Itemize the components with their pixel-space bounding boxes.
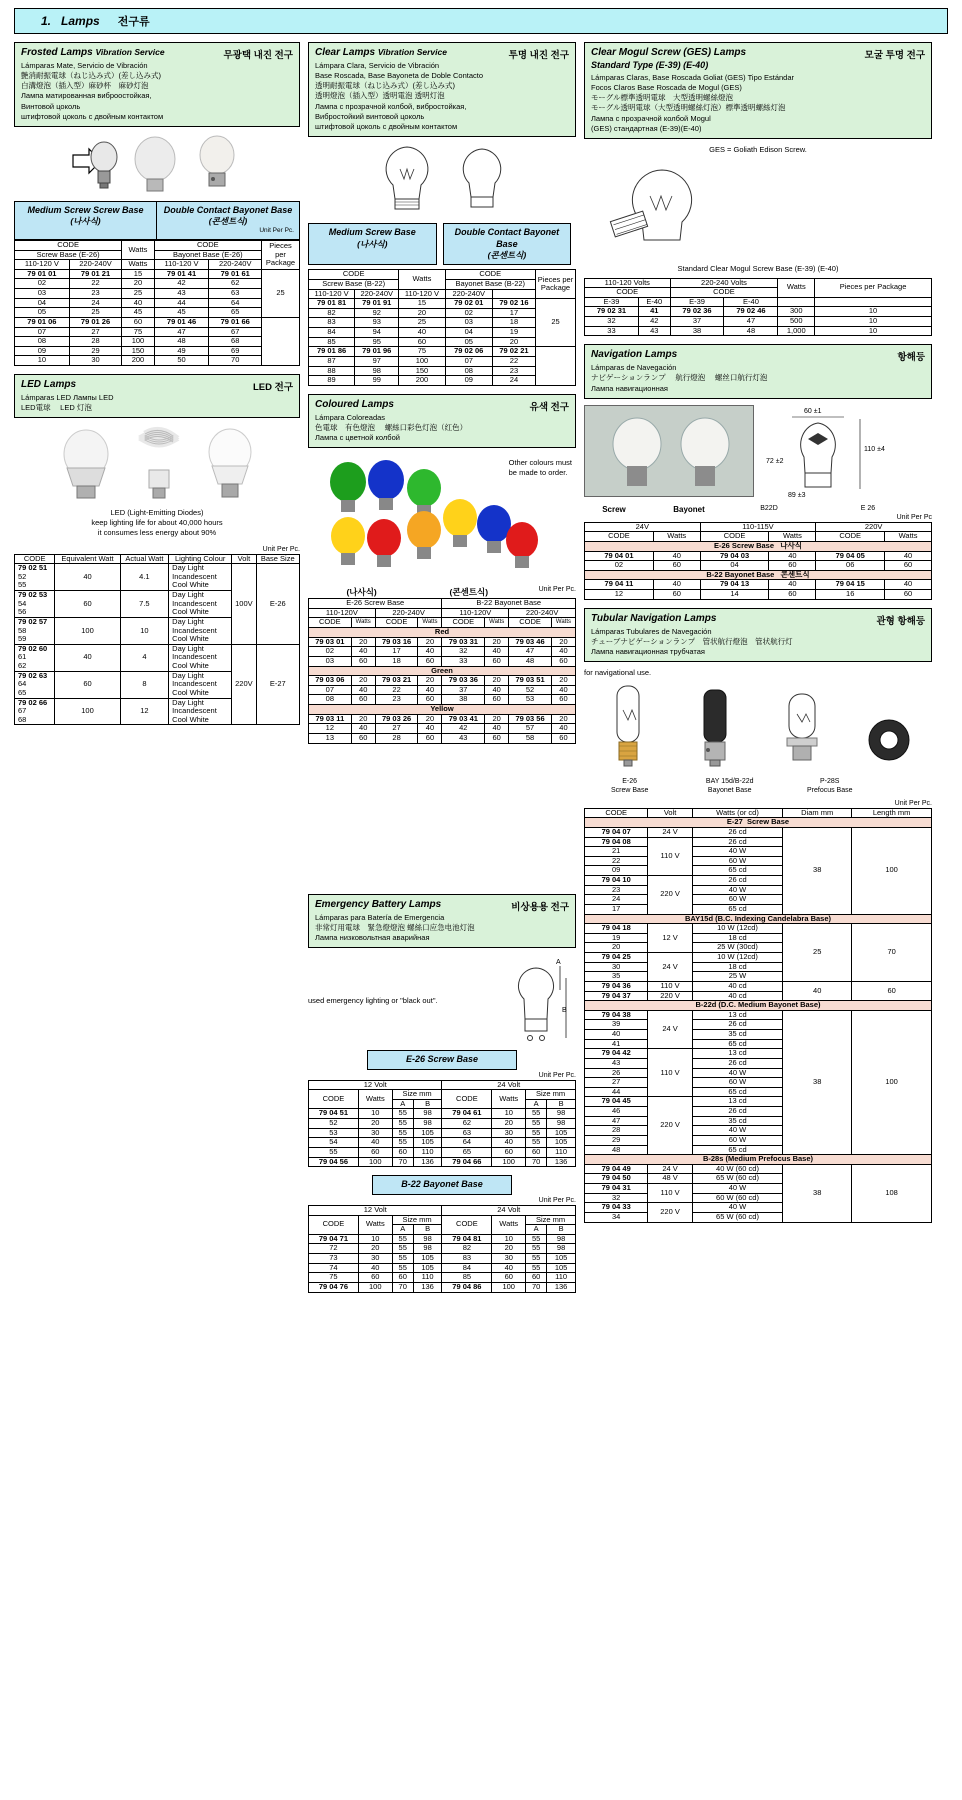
double-base-korean: (콘센트식) xyxy=(208,216,248,227)
frosted-line: штифтовой цоколь с двойным контактом xyxy=(21,111,164,121)
th-110-120v: 110-120 V xyxy=(154,260,209,270)
clear-line: 透明耐振電球（ねじ込み式）(差し込み式) xyxy=(315,81,455,91)
table-row: 79 04 18 12 V 10 W (12cd) 25 70 xyxy=(585,924,932,934)
table-row: 83 93 25 03 18 xyxy=(309,318,576,328)
table-row: 79 03 01 20 79 03 16 20 79 03 31 20 79 03 46 20 xyxy=(309,637,576,647)
table-row: 23 40 W xyxy=(585,885,932,895)
table-row: 22 60 W xyxy=(585,856,932,866)
svg-text:A: A xyxy=(556,958,561,966)
table-row: 30 18 cd xyxy=(585,962,932,972)
tubular-lines xyxy=(591,627,925,657)
table-row: 82 92 20 02 17 xyxy=(309,308,576,318)
navigation-lamp-photo xyxy=(584,405,754,497)
th-110-120-volts: 110-120 Volts xyxy=(585,278,671,288)
table-row: 79 04 08 110 V 26 cd xyxy=(585,837,932,847)
mogul-lines xyxy=(591,73,925,134)
emergency-b22-label: B-22 Bayonet Base xyxy=(372,1175,511,1195)
table-row: 54 40 55 105 64 40 55 105 xyxy=(309,1138,576,1148)
clear-line: Lámpara Clara, Servicio de Vibración xyxy=(315,61,440,70)
medium-base-title: Medium Screw Screw Base xyxy=(27,204,144,215)
mogul-line: Focos Claros Base Roscada de Mogul (GES) xyxy=(591,83,742,93)
emergency-title: Emergency Battery Lamps xyxy=(315,898,442,910)
table-row: 79 04 71 10 55 98 79 04 81 10 55 98 xyxy=(309,1234,576,1244)
th-code: CODE xyxy=(15,240,122,250)
table-row: 79 02 60 61 62 40 4 Day Light Incandescent Cool White 220V E-27 xyxy=(15,644,300,671)
table-row: 79 02 57 58 59 100 10 Day Light Incandescent Cool White xyxy=(15,617,300,644)
table-row: 79 04 51 10 55 98 79 04 61 10 55 98 xyxy=(309,1109,576,1119)
th-12-volt: 12 Volt xyxy=(309,1080,442,1090)
mogul-base-caption: Standard Clear Mogul Screw Base (E-39) (E-40) xyxy=(677,263,839,273)
medium-base-korean: (나사식) xyxy=(70,216,101,227)
navigation-title: Navigation Lamps xyxy=(591,349,678,361)
table-row: 10 30 200 50 70 xyxy=(15,356,300,366)
led-note-line: it consumes less energy about 90% xyxy=(97,527,217,537)
led-line: LED電球 LED 灯泡 xyxy=(21,403,92,413)
tubular-base-label-p28s: P-28S Prefocus Base xyxy=(806,778,853,794)
coloured-lamps-description xyxy=(308,394,576,448)
table-row: 79 03 06 20 79 03 21 20 79 03 36 20 79 03 51 20 xyxy=(309,676,576,686)
navigation-dimension-drawing xyxy=(764,405,932,501)
clear-double-korean: (콘센트식) xyxy=(487,250,527,261)
frosted-bulb-icon xyxy=(127,133,183,195)
navigation-lamps-table: 24V 110-115V 220V CODE Watts CODE Watts CODE Watts E-26 Screw Base 나사식 79 04 01 40 79 04 03 40 79 04 05 40 02 60 04 60 06 60 B-22 Bayonet Base 콘센트식 79 04 11 40 79 04 13 40 79 04 15 40 12 60 14 60 16 60 xyxy=(584,522,932,600)
table-row: 75 60 60 110 85 60 60 110 xyxy=(309,1273,576,1283)
emergency-unit-per-pc-1: Unit Per Pc. xyxy=(538,1071,576,1079)
mogul-title: Clear Mogul Screw (GES) Lamps xyxy=(591,47,747,58)
th-24v: 24V xyxy=(585,522,701,532)
coloured-unit-per-pc: Unit Per Pc. xyxy=(538,586,576,594)
mogul-subtitle: Standard Type (E-39) (E-40) xyxy=(591,60,709,70)
th-220-240-volts: 220-240 Volts xyxy=(670,278,778,288)
navigation-line: Lámparas de Navegación xyxy=(591,363,677,373)
clear-lamps-description xyxy=(308,42,576,137)
tubular-lamps-description xyxy=(584,608,932,662)
coloured-screw-korean: (나사식) xyxy=(346,587,377,598)
table-row: 03 23 25 43 63 xyxy=(15,289,300,299)
table-row: 34 65 W (60 cd) xyxy=(585,1212,932,1222)
emergency-lines xyxy=(315,913,569,943)
table-row: 32 42 37 47 500 10 xyxy=(585,317,932,327)
emergency-b22-table: 12 Volt 24 Volt CODE Watts Size mm CODE Watts Size mm A B A B 79 04 71 10 55 98 79 04 81 10 55 98 72 20 55 98 82 20 55 98 73 30 55 105 83 30 55 105 74 40 55 105 84 40 55 105 75 60 60 110 85 60 60 110 79 04 76 100 70 136 79 04 86 100 70 136 xyxy=(308,1205,576,1293)
navigation-bayonet-label: Bayonet xyxy=(673,504,705,514)
table-row: 53 30 55 105 63 30 55 105 xyxy=(309,1128,576,1138)
th-220v: 220V xyxy=(816,522,932,532)
table-row: 79 01 86 79 01 96 75 79 02 06 79 02 21 xyxy=(309,347,576,357)
dim-72: 72 ±2 xyxy=(766,457,784,465)
clear-line: 透明燈泡（插入型）透明電泡 透明灯泡 xyxy=(315,91,445,101)
group-header-green: Green xyxy=(309,666,576,676)
spiral-cfl-icon xyxy=(131,424,187,502)
tubular-unit-per-pc: Unit Per Pc. xyxy=(894,799,932,807)
led-bulb-white-icon xyxy=(201,424,259,502)
table-row: 21 40 W xyxy=(585,847,932,857)
tubular-screw-lamp-icon xyxy=(599,680,657,776)
table-row: 79 04 10 220 V 26 cd xyxy=(585,876,932,886)
group-b22d: B-22d (D.C. Medium Bayonet Base) xyxy=(585,1001,932,1011)
table-row: 79 04 37 220 V 40 cd xyxy=(585,991,932,1001)
clear-subtitle: Vibration Service xyxy=(377,47,447,57)
table-row: 79 02 66 67 68 100 12 Day Light Incandescent Cool White xyxy=(15,698,300,725)
double-base-title: Double Contact Bayonet Base xyxy=(163,204,293,215)
tubular-bayonet-lamp-icon xyxy=(686,680,744,776)
led-note xyxy=(14,508,300,537)
table-row: 79 04 50 48 V 65 W (60 cd) xyxy=(585,1174,932,1184)
th-110-115v: 110-115V xyxy=(700,522,816,532)
table-row: 74 40 55 105 84 40 55 105 xyxy=(309,1263,576,1273)
frosted-double-contact-base-label xyxy=(157,201,300,240)
ges-note: GES = Goliath Edison Screw. xyxy=(709,144,807,154)
frosted-medium-screw-base-label xyxy=(14,201,157,240)
nav-b22-group: B-22 Bayonet Base 콘센트식 xyxy=(585,570,932,580)
page-columns xyxy=(14,42,948,1293)
table-row: 79 04 38 24 V 13 cd 38 100 xyxy=(585,1010,932,1020)
tubular-base-label-e26: E-26 Screw Base xyxy=(610,778,649,794)
coloured-line: Лампа с цветной колбой xyxy=(315,433,400,443)
table-row: 13 60 28 60 43 60 58 60 xyxy=(309,733,576,743)
table-row: 79 02 31 41 79 02 36 79 02 46 300 10 xyxy=(585,307,932,317)
led-lamps-description xyxy=(14,374,300,418)
navigation-line: ナビゲーションランプ 航行燈泡 螺丝口航行灯泡 xyxy=(591,373,768,383)
navigation-illustrations xyxy=(584,405,932,501)
table-row: 12 60 14 60 16 60 xyxy=(585,590,932,600)
group-bay15d: BAY15d (B.C. Indexing Candelabra Base) xyxy=(585,914,932,924)
frosted-lamps-description xyxy=(14,42,300,127)
mogul-line: モーグル標準透明電球 大型透明螺絲燈泡 xyxy=(591,93,733,103)
navigation-line: Лампа навигационная xyxy=(591,383,668,393)
bayonet-bulb-icon xyxy=(191,133,243,195)
table-row: 32 60 W (60 cd) xyxy=(585,1193,932,1203)
section-title: Lamps xyxy=(61,14,100,28)
frosted-lines xyxy=(21,61,293,122)
table-row: 85 95 60 05 20 xyxy=(309,337,576,347)
table-row: 79 04 36 110 V 40 cd 40 60 xyxy=(585,981,932,991)
th-code: CODE xyxy=(15,554,55,564)
svg-text:B: B xyxy=(562,1006,567,1014)
table-row: 72 20 55 98 82 20 55 98 xyxy=(309,1244,576,1254)
tubular-line: Лампа навигационная трубчатая xyxy=(591,646,705,656)
group-b28s: B-28s (Medium Prefocus Base) xyxy=(585,1155,932,1165)
th-actual-watt: Actual Watt xyxy=(120,554,169,564)
coloured-lamp-illustrations xyxy=(308,454,576,584)
nav-e26-group: E-26 Screw Base 나사식 xyxy=(585,541,932,551)
tubular-title: Tubular Navigation Lamps xyxy=(591,612,717,624)
tubular-illustrations xyxy=(584,680,932,776)
navigation-lines xyxy=(591,363,925,393)
frosted-line: Винтовой цоколь xyxy=(21,101,81,111)
dim-60: 60 ±1 xyxy=(804,407,822,415)
table-row: 48 65 cd xyxy=(585,1145,932,1155)
table-row: 08 60 23 60 38 60 53 60 xyxy=(309,695,576,705)
clear-lamp-illustrations xyxy=(308,143,576,217)
th-b22-bayonet-base: B-22 Bayonet Base xyxy=(442,599,576,609)
table-row: 87 97 100 07 22 xyxy=(309,356,576,366)
table-row: 28 40 W xyxy=(585,1126,932,1136)
table-row: 33 43 38 48 1,000 10 xyxy=(585,326,932,336)
arrow-and-screw-bulb-icon xyxy=(71,133,119,195)
table-row: 88 98 150 08 23 xyxy=(309,366,576,376)
table-row: 89 99 200 09 24 xyxy=(309,376,576,386)
th-screw-base: Screw Base (E-26) xyxy=(15,250,122,260)
coloured-lamps-table: E-26 Screw Base B-22 Bayonet Base 110-120V 220-240V 110-120V 220-240V CODE Watts CODE Watts CODE Watts CODE Watts Red 79 03 01 20 79 03 16 20 79 03 31 20 79 03 46 20 02 40 17 40 32 40 47 40 03 60 18 60 33 60 48 60 Green 79 03 06 20 79 03 21 20 79 03 36 20 79 03 51 20 07 40 22 40 37 40 52 40 08 60 23 60 38 60 53 60 Yellow 79 03 11 20 79 03 26 20 79 03 41 20 79 03 56 20 12 40 27 40 42 40 57 40 13 60 28 60 43 60 58 60 xyxy=(308,598,576,743)
section-title-korean: 전구류 xyxy=(117,16,150,28)
clear-lamps-table: CODE Watts CODE Pieces per Package Screw Base (B-22) Bayonet Base (B-22) 110-120 V 220-240V 110-120 V 220-240V 79 01 81 79 01 91 15 79 02 01 79 02 16 25 82 92 20 02 17 83 93 25 03 18 84 94 40 04 19 85 95 60 05 20 79 01 86 79 01 96 75 79 02 06 79 02 21 87 97 100 07 22 88 98 150 08 23 89 99 200 09 24 xyxy=(308,269,576,386)
emergency-unit-per-pc-2: Unit Per Pc. xyxy=(538,1196,576,1204)
led-bulb-icon xyxy=(55,424,117,502)
table-row: 79 04 11 40 79 04 13 40 79 04 15 40 xyxy=(585,580,932,590)
th-220-240v: 220-240V xyxy=(209,260,262,270)
table-row: 79 04 42 110 V 13 cd xyxy=(585,1049,932,1059)
th-code: CODE xyxy=(445,270,535,280)
clear-line: Лампа с прозрачной колбой, виброcтойкая, xyxy=(315,101,467,111)
mogul-lamps-description xyxy=(584,42,932,139)
table-row: 79 02 53 54 56 60 7.5 Day Light Incandescent Cool White xyxy=(15,591,300,618)
table-row: 73 30 55 105 83 30 55 105 xyxy=(309,1254,576,1264)
table-row: 20 25 W (30cd) xyxy=(585,943,932,953)
table-row: 55 60 60 110 65 60 60 110 xyxy=(309,1147,576,1157)
clear-line: Виброcтойкий винтовой цоколь xyxy=(315,111,425,121)
led-title: LED Lamps xyxy=(21,379,77,391)
table-row: 02 40 17 40 32 40 47 40 xyxy=(309,647,576,657)
dim-110: 110 ±4 xyxy=(864,445,885,453)
th-code: CODE xyxy=(154,240,261,250)
frosted-line: 艶消耐振電球（ねじ込み式）(差し込み式) xyxy=(21,71,161,81)
table-row: 02 22 20 42 62 xyxy=(15,279,300,289)
led-lamp-illustrations xyxy=(14,424,300,502)
table-row: 52 20 55 98 62 20 55 98 xyxy=(309,1119,576,1129)
coloured-title: Coloured Lamps xyxy=(315,398,394,410)
th-base-size: Base Size xyxy=(256,554,299,564)
th-code: CODE xyxy=(309,270,399,280)
coloured-other-colours-note: Other colours must be made to order. xyxy=(508,458,572,477)
th-e26-screw-base: E-26 Screw Base xyxy=(309,599,442,609)
table-row: 02 60 04 60 06 60 xyxy=(585,561,932,571)
prefocus-lamp-icon xyxy=(773,680,831,776)
led-lines xyxy=(21,393,293,413)
column-left xyxy=(14,42,300,725)
table-row: 40 35 cd xyxy=(585,1030,932,1040)
th-watts: Watts xyxy=(399,270,445,289)
table-row: 09 29 150 49 69 xyxy=(15,346,300,356)
emergency-note: used emergency lighting or "black out". xyxy=(308,995,438,1005)
clear-lines xyxy=(315,61,569,132)
clear-korean: 투명 내진 전구 xyxy=(508,50,569,61)
th-110-120v: 110-120 V xyxy=(15,260,70,270)
emergency-e26-label: E-26 Screw Base xyxy=(367,1050,517,1070)
group-header-yellow: Yellow xyxy=(309,705,576,715)
coloured-bayonet-korean: (콘센트식) xyxy=(449,587,489,598)
emergency-line: Lámparas para Batería de Emergencia xyxy=(315,912,445,922)
th-watts: Watts xyxy=(122,240,154,259)
emergency-bulb-dimension-icon xyxy=(496,958,576,1044)
table-row: 19 18 cd xyxy=(585,933,932,943)
table-row: 04 24 40 44 64 xyxy=(15,298,300,308)
table-row: 46 26 cd xyxy=(585,1107,932,1117)
emergency-e26-table: 12 Volt 24 Volt CODE Watts Size mm CODE Watts Size mm A B A B 79 04 51 10 55 98 79 04 61 10 55 98 52 20 55 98 62 20 55 98 53 30 55 105 63 30 55 105 54 40 55 105 64 40 55 105 55 60 60 110 65 60 60 110 79 04 56 100 70 136 79 04 66 100 70 136 xyxy=(308,1080,576,1168)
clear-medium-korean: (나사식) xyxy=(357,238,388,249)
tubular-line: Lámparas Tubulares de Navegación xyxy=(591,626,712,636)
th-pieces-per-package: Pieces per Package xyxy=(262,240,300,269)
pieces-value: 25 xyxy=(262,269,300,317)
clear-screw-bulb-icon xyxy=(370,143,444,217)
mogul-bulb-icon xyxy=(584,154,714,264)
table-row: 79 01 01 79 01 21 15 79 01 41 79 01 61 25 xyxy=(15,269,300,279)
table-row: 79 02 63 64 65 60 8 Day Light Incandescent Cool White xyxy=(15,671,300,698)
coloured-line: 色電球 有色燈泡 螺絲口彩色灯泡（红色） xyxy=(315,422,468,432)
frosted-korean: 무광택 내진 전구 xyxy=(223,50,293,61)
coloured-line: Lámpara Coloreadas xyxy=(315,412,386,422)
led-unit-per-pc: Unit Per Pc. xyxy=(262,545,300,553)
mogul-korean: 모굴 투명 전구 xyxy=(864,50,925,61)
table-row: 07 40 22 40 37 40 52 40 xyxy=(309,685,576,695)
tubular-base-label-bay15d: BAY 15d/B-22d Bayonet Base xyxy=(705,778,754,794)
led-note-line: LED (Light-Emitting Diodes) xyxy=(110,508,204,518)
th-220-240v: 220-240V xyxy=(69,260,122,270)
table-row: 07 27 75 47 67 xyxy=(15,327,300,337)
led-lamps-table xyxy=(14,554,300,726)
table-row: 05 25 45 45 65 xyxy=(15,308,300,318)
table-row: 27 60 W xyxy=(585,1078,932,1088)
group-e27: E-27 Screw Base xyxy=(585,818,932,828)
section-number: 1. xyxy=(41,14,52,28)
mogul-line: (GES) стандартная (E-39)(E-40) xyxy=(591,123,702,133)
led-note-line: keep lighting life for about 40,000 hours xyxy=(91,518,223,528)
mogul-line: Lámparas Claras, Base Roscada Goliat (GES) Tipo Estándar xyxy=(591,73,795,82)
frosted-title-text: Frosted Lamps xyxy=(21,47,93,58)
table-row: 79 02 51 52 55 40 4.1 Day Light Incandescent Cool White 100V E-26 xyxy=(15,564,300,591)
table-row: 24 60 W xyxy=(585,895,932,905)
table-row: 47 35 cd xyxy=(585,1116,932,1126)
prefocus-base-end-icon xyxy=(860,680,918,776)
frosted-subtitle: Vibration Service xyxy=(95,47,165,57)
emergency-korean: 비상용용 전구 xyxy=(511,901,569,913)
coloured-korean: 유색 전구 xyxy=(529,401,569,413)
table-row: 39 26 cd xyxy=(585,1020,932,1030)
navigation-unit-per-pc: Unit Per Pc xyxy=(896,513,932,521)
table-row: 17 65 cd xyxy=(585,904,932,914)
table-row: 79 04 49 24 V 40 W (60 cd) 38 108 xyxy=(585,1164,932,1174)
th-volt: Volt xyxy=(232,554,256,564)
th-24-volt: 24 Volt xyxy=(442,1080,576,1090)
clear-double-base-label xyxy=(443,223,572,265)
navigation-e26-label: E 26 xyxy=(860,504,876,512)
mogul-line: Лампа с прозрачной колбой Mogul xyxy=(591,113,711,123)
emergency-line: 非常灯用電球 緊急燈燈泡 螺絲口应急电池灯泡 xyxy=(315,922,475,932)
table-row: 79 04 76 100 70 136 79 04 86 100 70 136 xyxy=(309,1282,576,1292)
clear-line: штифтовой цоколь с двойным контактом xyxy=(315,121,458,131)
table-row: 79 04 25 24 V 10 W (12cd) xyxy=(585,953,932,963)
tubular-line: チューブナビゲーションランプ 管状航行燈泡 管状航行灯 xyxy=(591,636,793,646)
emergency-lamps-description xyxy=(308,894,576,948)
group-header-red: Red xyxy=(309,628,576,638)
navigation-lamps-description xyxy=(584,344,932,398)
clear-line: Base Roscada, Base Bayoneta de Doble Contacto xyxy=(315,71,484,81)
led-korean: LED 전구 xyxy=(253,382,293,394)
table-row: 79 03 11 20 79 03 26 20 79 03 41 20 79 03 56 20 xyxy=(309,714,576,724)
clear-medium-title: Medium Screw Base xyxy=(328,226,416,237)
table-row: 79 04 45 220 V 13 cd xyxy=(585,1097,932,1107)
clear-medium-screw-base-label xyxy=(308,223,437,265)
table-row: 03 60 18 60 33 60 48 60 xyxy=(309,656,576,666)
table-row: 26 40 W xyxy=(585,1068,932,1078)
mogul-lamp-illustration xyxy=(584,154,932,264)
table-row: 43 26 cd xyxy=(585,1058,932,1068)
frosted-lamp-illustrations xyxy=(14,133,300,195)
frosted-line: Лампа матированная виброостойкая, xyxy=(21,91,152,101)
tubular-korean: 관형 항해등 xyxy=(876,615,925,627)
th-watts: Watts xyxy=(122,260,154,270)
mogul-line: モーグル透明電球（大型透明螺絲灯泡）標準透明螺絲灯泡 xyxy=(591,103,786,113)
table-row: 79 04 56 100 70 136 79 04 66 100 70 136 xyxy=(309,1157,576,1167)
table-row: 79 04 07 24 V 26 cd 38 100 xyxy=(585,827,932,837)
navigation-korean: 항해등 xyxy=(897,352,925,364)
table-row: 79 04 33 220 V 40 W xyxy=(585,1203,932,1213)
column-right xyxy=(584,42,932,1223)
table-row: 79 01 81 79 01 91 15 79 02 01 79 02 16 25 xyxy=(309,299,576,309)
th-bayonet-base: Bayonet Base (E-26) xyxy=(154,250,261,260)
mogul-lamps-table: 110-120 Volts 220-240 Volts Watts Pieces per Package CODE CODE E-39 E-40 E-39 E-40 79 02 31 41 79 02 36 79 02 46 300 10 32 42 37 47 500 10 33 43 38 48 1,000 10 xyxy=(584,278,932,337)
table-row: 84 94 40 04 19 xyxy=(309,328,576,338)
table-row: 08 28 100 48 68 xyxy=(15,337,300,347)
frosted-lamps-table xyxy=(14,240,300,366)
dim-89: 89 ±3 xyxy=(788,491,806,499)
table-row: 29 60 W xyxy=(585,1135,932,1145)
clear-double-title: Double Contact Bayonet Base xyxy=(454,226,560,249)
emergency-line: Лампа низковольтная аварийная xyxy=(315,932,430,942)
navigation-screw-label: Screw xyxy=(602,504,626,514)
clear-title-text: Clear Lamps xyxy=(315,47,376,58)
bulb-dimensions-icon xyxy=(764,405,914,501)
navigation-b22d-label: B22D xyxy=(760,504,778,512)
table-row: 35 25 W xyxy=(585,972,932,982)
th-equivalent-watt: Equivalent Watt xyxy=(55,554,120,564)
table-row: 44 65 cd xyxy=(585,1087,932,1097)
th-bayonet-base: Bayonet Base (B-22) xyxy=(445,279,535,289)
th-pieces-per-package: Pieces per Package xyxy=(536,270,576,299)
led-line: Lámparas LED Лампы LED xyxy=(21,393,114,403)
page-title xyxy=(14,8,948,34)
coloured-lines xyxy=(315,413,569,443)
table-row: 79 04 31 110 V 40 W xyxy=(585,1184,932,1194)
th-lighting-colour: Lighting Colour xyxy=(169,554,232,564)
frosted-line: Lámparas Mate, Servicio de Vibración xyxy=(21,61,148,70)
table-row: 09 65 cd xyxy=(585,866,932,876)
table-row: 41 65 cd xyxy=(585,1039,932,1049)
table-row: 79 01 06 79 01 26 60 79 01 46 79 01 66 xyxy=(15,317,300,327)
table-row: 12 40 27 40 42 40 57 40 xyxy=(309,724,576,734)
frosted-unit-per-pc: Unit Per Pc. xyxy=(259,227,294,235)
frosted-line: 白溝燈泡（插入型）麻砂杯 麻砂灯泡 xyxy=(21,81,149,91)
tubular-note: for navigational use. xyxy=(584,668,652,677)
clear-bayonet-bulb-icon xyxy=(450,143,514,217)
th-screw-base: Screw Base (B-22) xyxy=(309,279,399,289)
coloured-bulbs-icon xyxy=(308,454,568,584)
table-row: 79 04 01 40 79 04 03 40 79 04 05 40 xyxy=(585,551,932,561)
column-middle xyxy=(308,42,576,1293)
tubular-lamps-table: CODE Volt Watts (or cd) Diam mm Length mm E-27 Screw Base 79 04 07 24 V 26 cd 38 100 79 04 08 110 V 26 cd 21 40 W 22 60 W 09 65 cd 79 04 10 220 V 26 cd 23 40 W 24 60 W 17 65 cd BAY15d (B.C. Indexing Candelabra Base) 79 04 18 12 V 10 W (12cd) 25 70 19 18 cd 20 25 W (30cd) 79 04 25 24 V 10 W (12cd) 30 18 cd 35 25 W 79 04 36 110 V 40 cd 40 60 79 04 37 220 V 40 cd B-22d (D.C. Medium Bayonet Base) 79 04 38 24 V 13 cd 38 100 39 26 cd 40 35 cd 41 65 cd 79 04 42 110 V 13 cd 43 26 cd 26 40 W 27 60 W 44 65 cd 79 04 45 220 V 13 cd 46 26 cd 47 35 cd 28 40 W 29 60 W 48 65 cd B-28s (Medium Prefocus Base) 79 04 49 24 V 40 W (60 cd) 38 108 79 04 50 48 V 65 W (60 cd) 79 04 31 110 V 40 W 32 60 W (60 cd) 79 04 33 220 V 40 W 34 65 W (60 cd) xyxy=(584,808,932,1223)
